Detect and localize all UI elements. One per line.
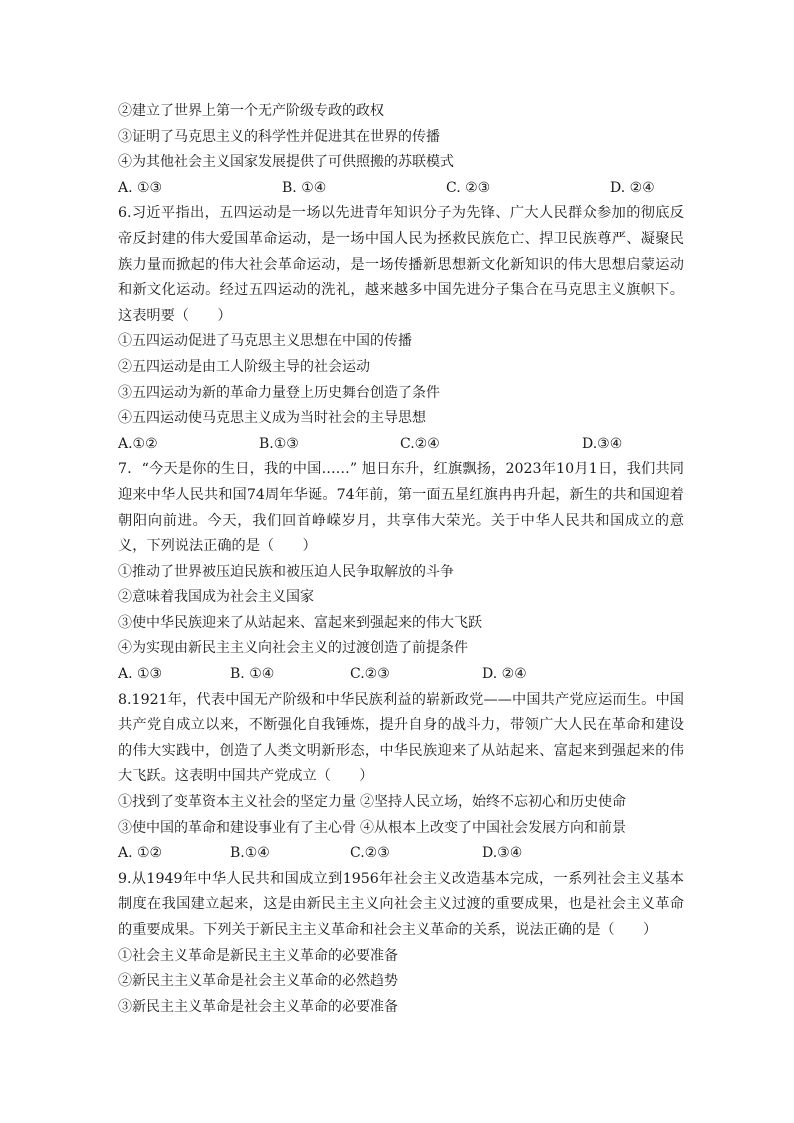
q6-item-1: ①五四运动促进了马克思主义思想在中国的传播 (118, 333, 412, 350)
q7-item-1: ①推动了世界被压迫民族和被压迫人民争取解放的斗争 (118, 563, 454, 580)
q7-options (118, 662, 684, 688)
question-8 (118, 688, 684, 867)
q7-option-c: C.②③ (350, 666, 390, 683)
q5-option-d: D. ②④ (610, 179, 655, 196)
question-7 (118, 457, 684, 687)
q5-options (118, 176, 684, 202)
q5-item-3: ③证明了马克思主义的科学性并促进其在世界的传播 (118, 128, 440, 145)
q6-item-4: ④五四运动使马克思主义成为当时社会的主导思想 (118, 410, 426, 427)
q9-item-2: ②新民主主义革命是社会主义革命的必然趋势 (118, 973, 398, 990)
q6-option-b: B.①③ (259, 435, 299, 452)
question-9 (118, 867, 684, 1021)
q9-stem: 9.从1949年中华人民共和国成立到1956年社会主义改造基本完成，一系列社会主义基本制度在我国建立起来，这是由新民主主义向社会主义过渡的重要成果，也是社会主义革命的重要成果。下列关于新民主主义革命和社会主义革命的关系，说法正确的是（ ） (118, 870, 684, 938)
q8-item-4: ④从根本上改变了中国社会发展方向和前景 (360, 819, 626, 836)
q8-options (118, 841, 684, 867)
q8-items-row-2 (118, 816, 684, 842)
q7-stem: 7．“今天是你的生日，我的中国……” 旭日东升，红旗飘扬，2023年10月1日，我们共同迎来中华人民共和国74周年华诞。74年前，第一面五星红旗冉冉升起，新生的共和国迎着朝阳向前进。今天，我们回首峥嵘岁月，共享伟大荣光。关于中华人民共和国成立的意义，下列说法正确的是（ ） (118, 461, 684, 555)
q8-option-a: A. ①② (118, 845, 163, 862)
q5-item-2: ②建立了世界上第一个无产阶级专政的政权 (118, 103, 384, 119)
q8-option-d: D.③④ (482, 845, 523, 862)
q7-option-b: B. ①④ (230, 666, 275, 683)
q7-item-4: ④为实现由新民主主义向社会主义的过渡创造了前提条件 (118, 640, 468, 657)
q6-option-a: A.①② (118, 435, 158, 452)
q8-option-b: B.①④ (230, 845, 270, 862)
q8-option-c: C.②③ (350, 845, 390, 862)
q6-item-3: ③五四运动为新的革命力量登上历史舞台创造了条件 (118, 384, 440, 401)
q7-item-2: ②意味着我国成为社会主义国家 (118, 589, 314, 606)
q6-stem: 6.习近平指出，五四运动是一场以先进青年知识分子为先锋、广大人民群众参加的彻底反帝反封建的伟大爱国革命运动，是一场中国人民为拯救民族危亡、捍卫民族尊严、凝聚民族力量而掀起的伟大社会革命运动，是一场传播新思想新文化新知识的伟大思想启蒙运动和新文化运动。经过五四运动的洗礼，越来越多中国先进分子集合在马克思主义旗帜下。这表明要（ ） (118, 205, 684, 324)
q5-option-c: C. ②③ (446, 179, 491, 196)
q5-option-b: B. ①④ (282, 179, 327, 196)
q5-option-a: A. ①③ (118, 179, 163, 196)
q7-option-d: D. ②④ (482, 666, 527, 683)
exam-page (118, 99, 684, 1020)
q6-options (118, 432, 684, 458)
q8-items-row-1 (118, 790, 684, 816)
q8-item-1: ①找到了变革资本主义社会的坚定力量 (118, 794, 356, 811)
question-6 (118, 201, 684, 457)
question-5 (118, 99, 684, 201)
q9-item-1: ①社会主义革命是新民主主义革命的必要准备 (118, 947, 398, 964)
q5-item-4: ④为其他社会主义国家发展提供了可供照搬的苏联模式 (118, 154, 454, 171)
q7-option-a: A. ①③ (118, 666, 163, 683)
q7-item-3: ③使中华民族迎来了从站起来、富起来到强起来的伟大飞跃 (118, 614, 482, 631)
q6-item-2: ②五四运动是由工人阶级主导的社会运动 (118, 358, 370, 375)
q6-option-c: C.②④ (400, 435, 440, 452)
q8-item-3: ③使中国的革命和建设事业有了主心骨 (118, 819, 356, 836)
q8-item-2: ②坚持人民立场，始终不忘初心和历史使命 (360, 794, 626, 811)
q9-item-3: ③新民主主义革命是社会主义革命的必要准备 (118, 998, 398, 1015)
q8-stem: 8.1921年，代表中国无产阶级和中华民族利益的崭新政党——中国共产党应运而生。中国共产党自成立以来，不断强化自我锤炼，提升自身的战斗力，带领广大人民在革命和建设的伟大实践中，创造了人类文明新形态，中华民族迎来了从站起来、富起来到强起来的伟大飞跃。这表明中国共产党成立（ ） (118, 691, 684, 785)
q6-option-d: D.③④ (582, 435, 623, 452)
